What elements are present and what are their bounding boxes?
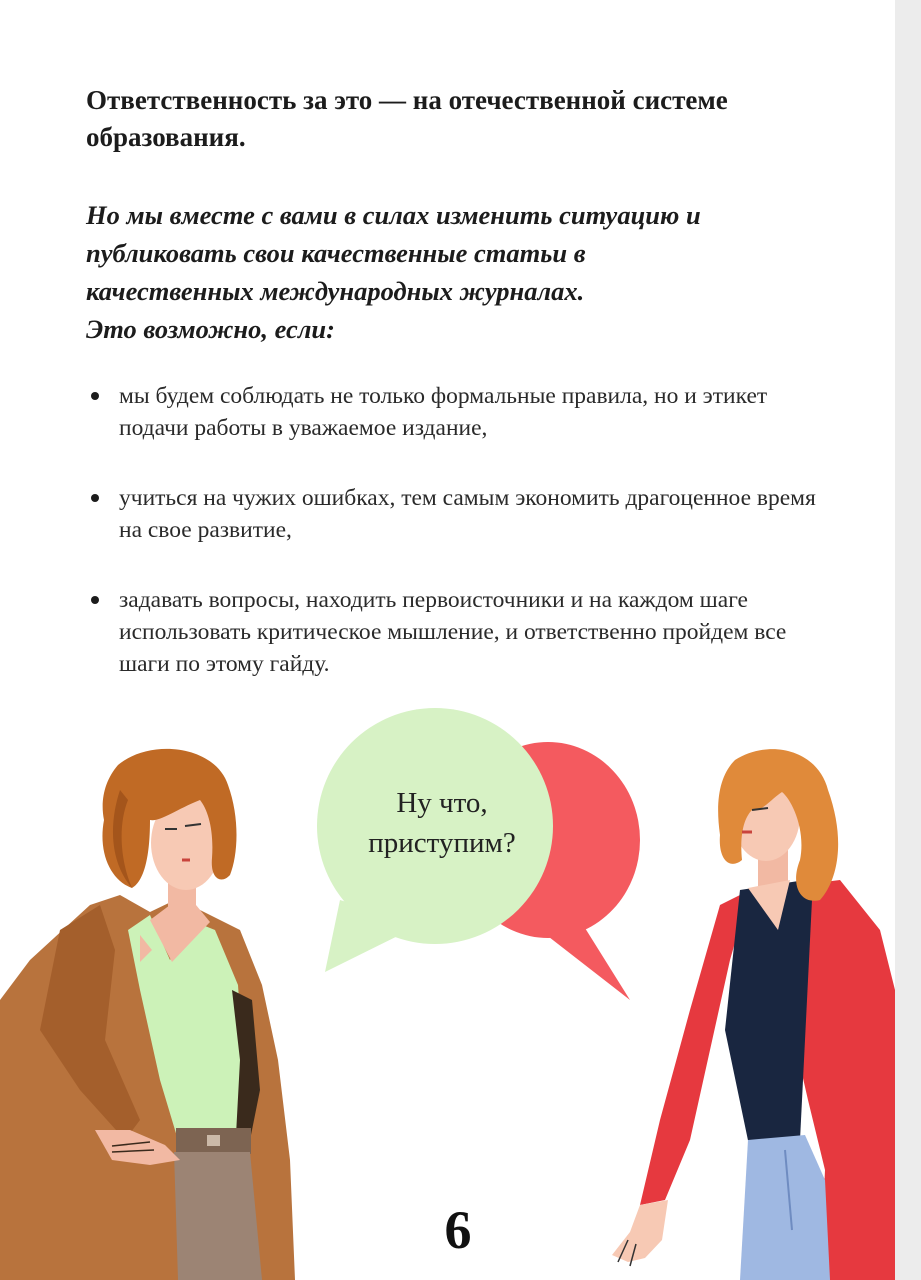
list-item: мы будем соблюдать не только формальные правила, но и этикет подачи работы в уважаемое издание, — [86, 380, 826, 444]
emphasis-line: Это возможно, если: — [86, 314, 335, 344]
speech-bubble-text — [322, 783, 562, 863]
emphasis-line: публиковать свои качественные статьи в — [86, 238, 586, 268]
intro-paragraph: Ответственность за это — на отечественной системе образования. — [86, 85, 728, 152]
page-number: 6 — [444, 1200, 472, 1260]
left-woman-illustration — [0, 749, 295, 1280]
bubble-line: приступим? — [368, 827, 516, 859]
page-edge — [895, 0, 921, 1280]
bullet-list — [86, 380, 826, 718]
emphasis-line: качественных международных журналах. — [86, 276, 585, 306]
emphasis-paragraph — [86, 196, 846, 348]
right-woman-illustration — [612, 749, 895, 1280]
bubble-line: Ну что, — [396, 787, 488, 819]
emphasis-line: Но мы вместе с вами в силах изменить ситуацию и — [86, 200, 701, 230]
list-item: задавать вопросы, находить первоисточники и на каждом шаге использовать критическое мышление, и ответственно пройдем все шаги по этому гайду. — [86, 584, 826, 680]
list-item: учиться на чужих ошибках, тем самым экономить драгоценное время на свое развитие, — [86, 482, 826, 546]
